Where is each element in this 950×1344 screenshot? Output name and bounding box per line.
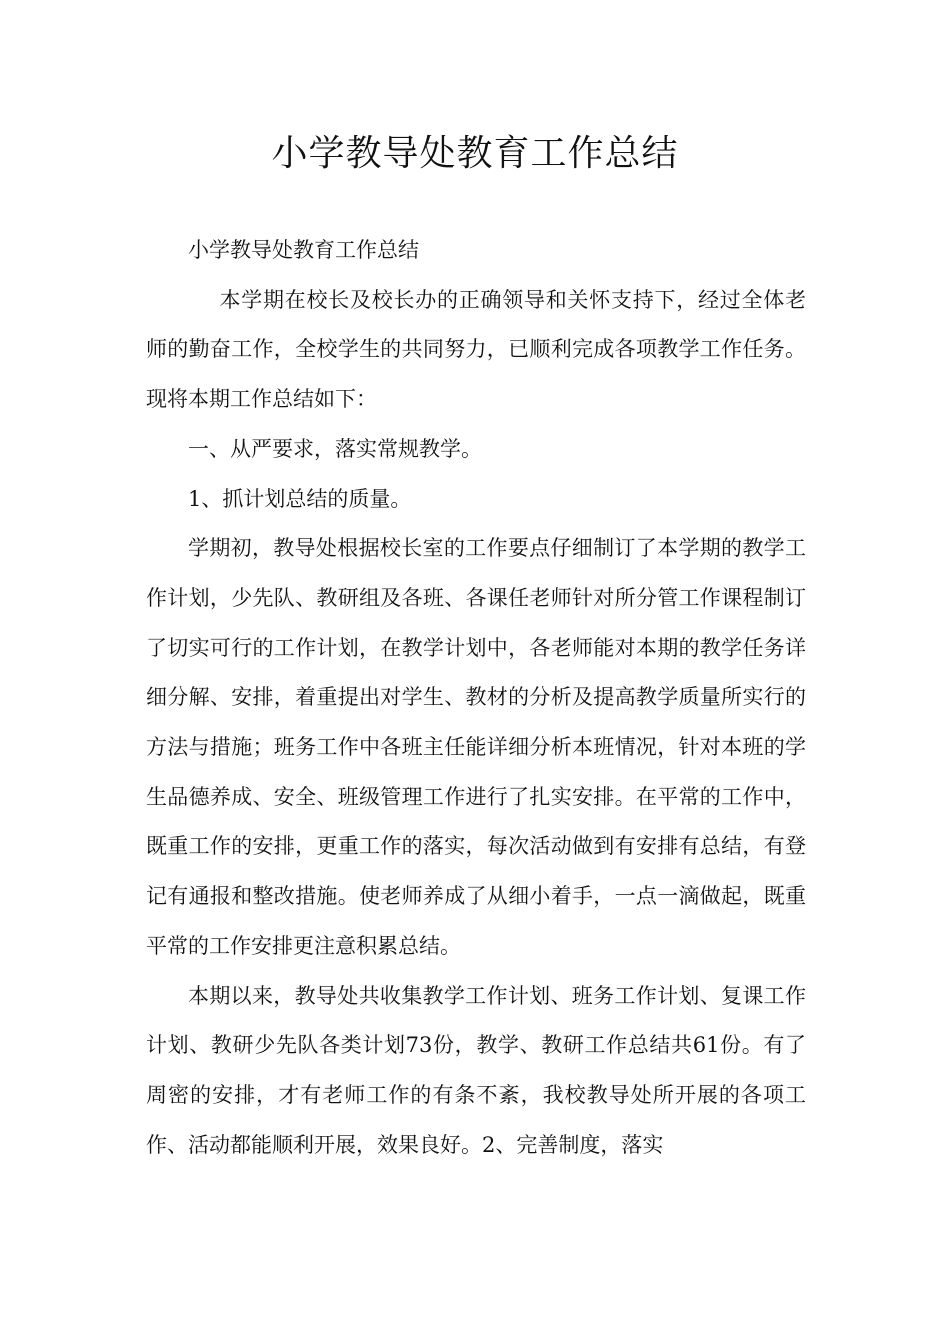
section-heading: 一、从严要求，落实常规教学。 [188, 436, 482, 461]
intro-paragraph: 本学期在校长及校长办的正确领导和关怀支持下，经过全体老师的勤奋工作，全校学生的共同努力，已顺利完成各项教学工作任务。现将本期工作总结如下： [146, 287, 806, 412]
subsection-heading: 1、抓计划总结的质量。 [188, 486, 412, 511]
subtitle-paragraph: 小学教导处教育工作总结 [188, 238, 419, 262]
document-body [146, 226, 806, 1170]
body-paragraph: 本期以来，教导处共收集教学工作计划、班务工作计划、复课工作计划、教研少先队各类计划73份，教学、教研工作总结共61份。有了周密的安排，才有老师工作的有条不紊，我校教导处所开展的各项工作、活动都能顺利开展，效果良好。2、完善制度，落实 [146, 983, 806, 1157]
body-paragraph: 学期初，教导处根据校长室的工作要点仔细制订了本学期的教学工作计划，少先队、教研组及各班、各课任老师针对所分管工作课程制订了切实可行的工作计划，在教学计划中，各老师能对本期的教学任务详细分解、安排，着重提出对学生、教材的分析及提高教学质量所实行的方法与措施；班务工作中各班主任能详细分析本班情况，针对本班的学生品德养成、安全、班级管理工作进行了扎实安排。在平常的工作中，既重工作的安排，更重工作的落实，每次活动做到有安排有总结，有登记有通报和整改措施。使老师养成了从细小着手，一点一滴做起，既重平常的工作安排更注意积累总结。 [146, 536, 806, 958]
document-title: 小学教导处教育工作总结 [271, 133, 679, 174]
